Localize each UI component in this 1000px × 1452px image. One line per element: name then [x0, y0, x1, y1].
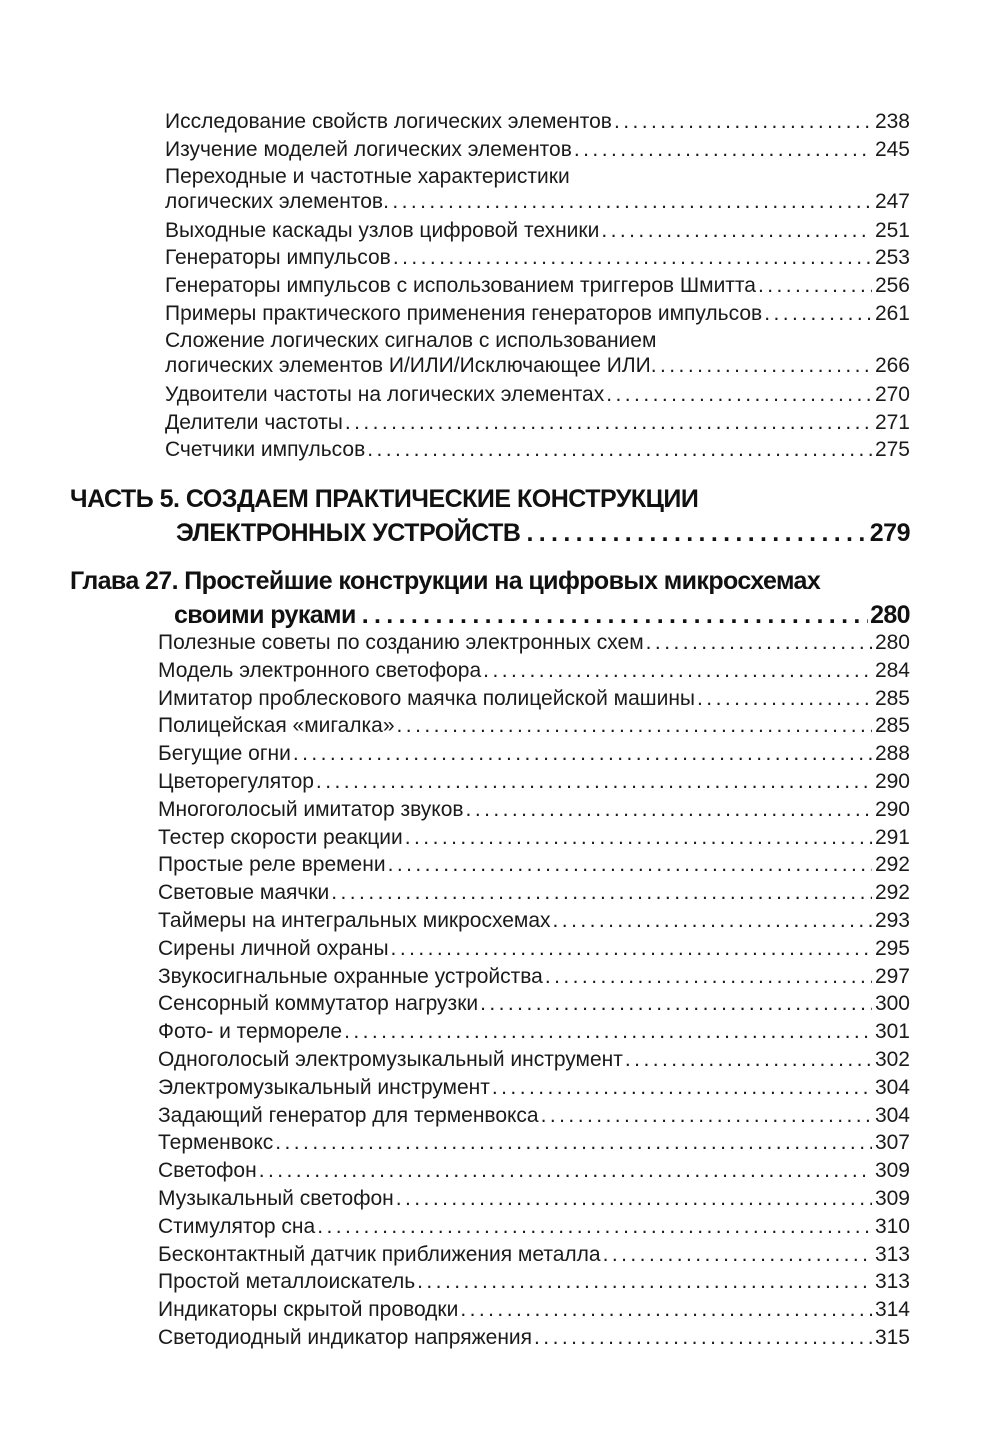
toc-entry[interactable] — [165, 300, 910, 328]
toc-entry-page: 256 — [874, 274, 910, 298]
toc-entry-page: 284 — [874, 658, 910, 682]
toc-entry-page: 309 — [874, 1186, 910, 1210]
leader-dots — [275, 1129, 872, 1157]
toc-entry-title: Сирены личной охраны — [158, 935, 391, 963]
toc-entry-title: Полезные советы по созданию электронных схем — [158, 629, 646, 657]
toc-entry-title: Электромузыкальный инструмент — [158, 1074, 492, 1102]
toc-entry[interactable] — [158, 990, 910, 1018]
toc-entry[interactable] — [165, 108, 910, 136]
toc-entry-page: 285 — [874, 714, 910, 738]
leader-dots — [417, 1268, 872, 1296]
leader-dots — [393, 244, 872, 272]
toc-entry-page: 297 — [874, 964, 910, 988]
part-heading-page: 279 — [869, 519, 910, 547]
toc-entry[interactable] — [158, 824, 910, 852]
leader-dots — [345, 409, 872, 437]
toc-entry-page: 313 — [874, 1242, 910, 1266]
toc-entry-title: Стимулятор сна — [158, 1213, 317, 1241]
toc-entry[interactable] — [158, 629, 910, 657]
toc-entry-title: Полицейская «мигалка» — [158, 712, 397, 740]
toc-entry[interactable] — [158, 740, 910, 768]
toc-entry[interactable] — [165, 164, 910, 217]
toc-entry[interactable] — [158, 796, 910, 824]
leader-dots — [480, 990, 872, 1018]
chapter-heading[interactable] — [70, 564, 910, 632]
toc-entry-title: Терменвокс — [158, 1129, 275, 1157]
toc-entry-title-line2: логических элементов — [165, 189, 384, 213]
toc-entry-title: Счетчики импульсов — [165, 436, 367, 464]
toc-entry-title: Выходные каскады узлов цифровой техники — [165, 217, 601, 245]
part-heading-line2: ЭЛЕКТРОННЫХ УСТРОЙСТВ — [176, 519, 521, 547]
toc-entry-page: 290 — [874, 769, 910, 793]
toc-entry-title: Делители частоты — [165, 409, 345, 437]
toc-entry[interactable] — [158, 1102, 910, 1130]
toc-entry-title: Задающий генератор для терменвокса — [158, 1102, 541, 1130]
toc-entry[interactable] — [158, 685, 910, 713]
leader-dots — [651, 353, 872, 378]
toc-entry[interactable] — [165, 272, 910, 300]
toc-entry-title: Простой металлоискатель — [158, 1268, 417, 1296]
toc-entry-page: 295 — [874, 936, 910, 960]
leader-dots — [397, 712, 872, 740]
toc-entry-title: Цветорегулятор — [158, 768, 316, 796]
toc-entry-page: 266 — [874, 353, 910, 377]
toc-entry-title: Сенсорный коммутатор нагрузки — [158, 990, 480, 1018]
toc-entry-title: Светодиодный индикатор напряжения — [158, 1324, 534, 1352]
toc-entry-title-line1: Сложение логических сигналов с использованием — [165, 328, 657, 352]
leader-dots — [545, 963, 872, 991]
toc-entry-page: 251 — [874, 218, 910, 242]
leader-dots — [534, 1324, 872, 1352]
toc-entry-page: 293 — [874, 908, 910, 932]
toc-entry[interactable] — [158, 712, 910, 740]
toc-entry-page: 307 — [874, 1131, 910, 1155]
toc-entry[interactable] — [158, 1241, 910, 1269]
toc-entry-title: Тестер скорости реакции — [158, 824, 405, 852]
toc-entry-page: 280 — [874, 631, 910, 654]
toc-entry[interactable] — [165, 217, 910, 245]
leader-dots — [603, 1241, 872, 1269]
toc-entry-page: 292 — [874, 881, 910, 905]
toc-entry[interactable] — [158, 851, 910, 879]
toc-entry[interactable] — [158, 1074, 910, 1102]
toc-section-a — [165, 108, 910, 464]
chapter-heading-line1: Глава 27. Простейшие конструкции на цифровых микросхемах — [70, 567, 821, 595]
chapter-heading-page: 280 — [870, 601, 910, 629]
toc-entry[interactable] — [158, 963, 910, 991]
toc-entry-title: Изучение моделей логических элементов — [165, 136, 574, 164]
toc-entry-page: 238 — [874, 110, 910, 133]
toc-entry-page: 304 — [874, 1103, 910, 1127]
toc-entry-page: 309 — [874, 1159, 910, 1183]
toc-entry[interactable] — [158, 1268, 910, 1296]
toc-entry-title: Световые маячки — [158, 879, 331, 907]
toc-entry-page: 247 — [874, 189, 910, 213]
toc-entry[interactable] — [158, 1018, 910, 1046]
toc-entry-page: 270 — [874, 382, 910, 406]
toc-entry[interactable] — [158, 1185, 910, 1213]
leader-dots — [466, 796, 872, 824]
toc-entry[interactable] — [165, 436, 910, 464]
leader-dots — [764, 300, 872, 328]
leader-dots — [614, 108, 872, 136]
toc-entry-title: Имитатор проблескового маячка полицейской машины — [158, 685, 697, 713]
toc-entry-page: 291 — [874, 825, 910, 849]
leader-dots — [646, 629, 872, 657]
part-heading-line1: ЧАСТЬ 5. СОЗДАЕМ ПРАКТИЧЕСКИЕ КОНСТРУКЦИИ — [70, 485, 699, 513]
toc-entry-title: Многоголосый имитатор звуков — [158, 796, 466, 824]
leader-dots — [697, 685, 872, 713]
toc-entry-title-line1: Переходные и частотные характеристики — [165, 164, 570, 188]
toc-entry-title: Исследование свойств логических элементов — [165, 108, 614, 136]
leader-dots — [460, 1296, 872, 1324]
toc-entry[interactable] — [158, 1157, 910, 1185]
toc-entry-page: 302 — [874, 1047, 910, 1071]
toc-entry[interactable] — [158, 657, 910, 685]
toc-section-b — [158, 629, 910, 1352]
leader-dots — [396, 1185, 872, 1213]
leader-dots — [520, 516, 867, 550]
toc-entry[interactable] — [158, 935, 910, 963]
toc-entry[interactable] — [165, 244, 910, 272]
toc-entry-title: Музыкальный светофон — [158, 1185, 396, 1213]
toc-entry-title: Бегущие огни — [158, 740, 293, 768]
toc-entry-title: Примеры практического применения генераторов импульсов — [165, 300, 764, 328]
toc-entry[interactable] — [165, 328, 910, 381]
leader-dots — [383, 189, 872, 214]
leader-dots — [259, 1157, 872, 1185]
toc-entry-page: 315 — [874, 1325, 910, 1349]
toc-entry-page: 301 — [874, 1020, 910, 1044]
toc-entry-page: 261 — [874, 301, 910, 325]
toc-entry-title: Одноголосый электромузыкальный инструмент — [158, 1046, 625, 1074]
leader-dots — [367, 436, 872, 464]
toc-entry-page: 271 — [874, 410, 910, 434]
leader-dots — [492, 1074, 872, 1102]
toc-entry-page: 300 — [874, 992, 910, 1016]
toc-entry-title: Фото- и термореле — [158, 1018, 344, 1046]
toc-entry-page: 253 — [874, 246, 910, 270]
toc-entry-title: Бесконтактный датчик приближения металла — [158, 1241, 603, 1269]
leader-dots — [331, 879, 872, 907]
toc-entry[interactable] — [158, 1129, 910, 1157]
leader-dots — [483, 657, 872, 685]
toc-entry-title: Удвоители частоты на логических элементах — [165, 381, 606, 409]
toc-entry[interactable] — [158, 879, 910, 907]
leader-dots — [388, 851, 872, 879]
toc-entry-page: 285 — [874, 686, 910, 710]
toc-entry[interactable] — [165, 381, 910, 409]
toc-entry[interactable] — [158, 1324, 910, 1352]
toc-entry-title-line2: логических элементов И/ИЛИ/Исключающее ИЛИ — [165, 353, 651, 377]
toc-entry-page: 275 — [874, 438, 910, 462]
leader-dots — [293, 740, 872, 768]
toc-entry[interactable] — [158, 1213, 910, 1241]
leader-dots — [606, 381, 872, 409]
leader-dots — [758, 272, 872, 300]
toc-entry-page: 313 — [874, 1270, 910, 1294]
toc-entry-title: Модель электронного светофора — [158, 657, 483, 685]
toc-entry-page: 310 — [874, 1214, 910, 1238]
toc-entry-title: Генераторы импульсов с использованием триггеров Шмитта — [165, 272, 758, 300]
leader-dots — [553, 907, 872, 935]
toc-entry[interactable] — [158, 768, 910, 796]
leader-dots — [317, 1213, 872, 1241]
leader-dots — [344, 1018, 872, 1046]
toc-entry-page: 292 — [874, 853, 910, 877]
toc-entry-title: Индикаторы скрытой проводки — [158, 1296, 460, 1324]
part-heading[interactable] — [70, 482, 910, 550]
toc-entry-title: Таймеры на интегральных микросхемах — [158, 907, 553, 935]
leader-dots — [391, 935, 872, 963]
toc-entry-page: 304 — [874, 1075, 910, 1099]
toc-entry[interactable] — [158, 1296, 910, 1324]
leader-dots — [405, 824, 872, 852]
toc-entry-title: Звукосигнальные охранные устройства — [158, 963, 545, 991]
leader-dots — [316, 768, 872, 796]
chapter-heading-line2: своими руками — [174, 601, 356, 629]
toc-entry-title: Простые реле времени — [158, 851, 388, 879]
leader-dots — [574, 136, 872, 164]
leader-dots — [601, 217, 872, 245]
toc-entry[interactable] — [165, 409, 910, 437]
toc-entry[interactable] — [158, 907, 910, 935]
toc-entry-page: 314 — [874, 1298, 910, 1322]
toc-entry-title: Генераторы импульсов — [165, 244, 393, 272]
leader-dots — [356, 598, 868, 632]
toc-entry[interactable] — [165, 136, 910, 164]
toc-entry-title: Светофон — [158, 1157, 259, 1185]
leader-dots — [625, 1046, 872, 1074]
toc-entry[interactable] — [158, 1046, 910, 1074]
toc-entry-page: 288 — [874, 742, 910, 766]
toc-entry-page: 290 — [874, 797, 910, 821]
leader-dots — [541, 1102, 872, 1130]
toc-entry-page: 245 — [874, 137, 910, 161]
